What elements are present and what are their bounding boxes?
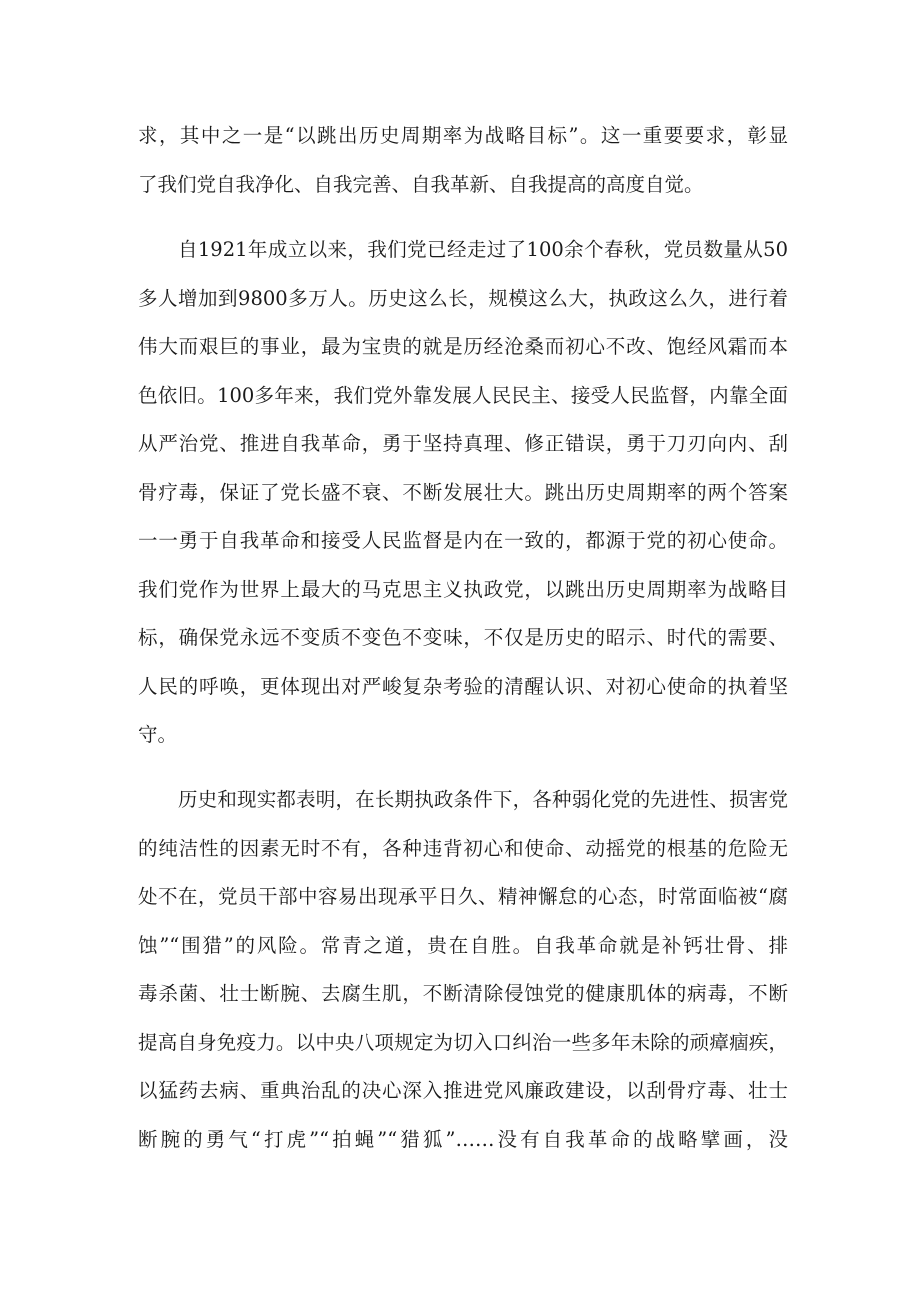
text-line: 提高自身免疫力。以中央八项规定为切入口纠治一些多年未除的顽瘴痼疾， (138, 1031, 788, 1054)
text-line: 处不在，党员干部中容易出现承平日久、精神懈怠的心态，时常面临被“腐 (138, 885, 788, 908)
text-line: 守。 (138, 723, 178, 746)
text-line: 蚀”“围猎”的风险。常青之道，贵在自胜。自我革命就是补钙壮骨、排 (138, 934, 788, 957)
text-line: 的纯洁性的因素无时不有，各种违背初心和使命、动摇党的根基的危险无 (138, 837, 788, 860)
text-line: 一一勇于自我革命和接受人民监督是内在一致的，都源于党的初心使命。 (138, 529, 788, 552)
text-line: 历史和现实都表明，在长期执政条件下，各种弱化党的先进性、损害党 (178, 788, 788, 811)
text-line: 多人增加到9800多万人。历史这么长，规模这么大，执政这么久，进行着 (138, 287, 788, 310)
text-line: 骨疗毒，保证了党长盛不衰、不断发展壮大。跳出历史周期率的两个答案 (138, 481, 788, 504)
text-line: 求，其中之一是“以跳出历史周期率为战略目标”。这一重要要求，彰显 (138, 124, 788, 147)
text-line: 从严治党、推进自我革命，勇于坚持真理、修正错误，勇于刀刃向内、刮 (138, 432, 788, 455)
text-line: 以猛药去病、重典治乱的决心深入推进党风廉政建设，以刮骨疗毒、壮士 (138, 1079, 788, 1102)
text-line: 色依旧。100多年来，我们党外靠发展人民民主、接受人民监督，内靠全面 (138, 384, 788, 407)
text-line: 人民的呼唤，更体现出对严峻复杂考验的清醒认识、对初心使命的执着坚 (138, 675, 788, 698)
text-line: 标，确保党永远不变质不变色不变味，不仅是历史的昭示、时代的需要、 (138, 626, 788, 649)
text-line: 自1921年成立以来，我们党已经走过了100余个春秋，党员数量从50 (178, 238, 788, 261)
text-line: 断腕的勇气“打虎”“拍蝇”“猎狐”……没有自我革命的战略擘画，没 (138, 1128, 788, 1151)
text-line: 毒杀菌、壮士断腕、去腐生肌，不断清除侵蚀党的健康肌体的病毒，不断 (138, 982, 788, 1005)
text-line: 伟大而艰巨的事业，最为宝贵的就是历经沧桑而初心不改、饱经风霜而本 (138, 335, 788, 358)
text-line: 我们党作为世界上最大的马克思主义执政党，以跳出历史周期率为战略目 (138, 578, 788, 601)
text-line: 了我们党自我净化、自我完善、自我革新、自我提高的高度自觉。 (138, 173, 704, 196)
